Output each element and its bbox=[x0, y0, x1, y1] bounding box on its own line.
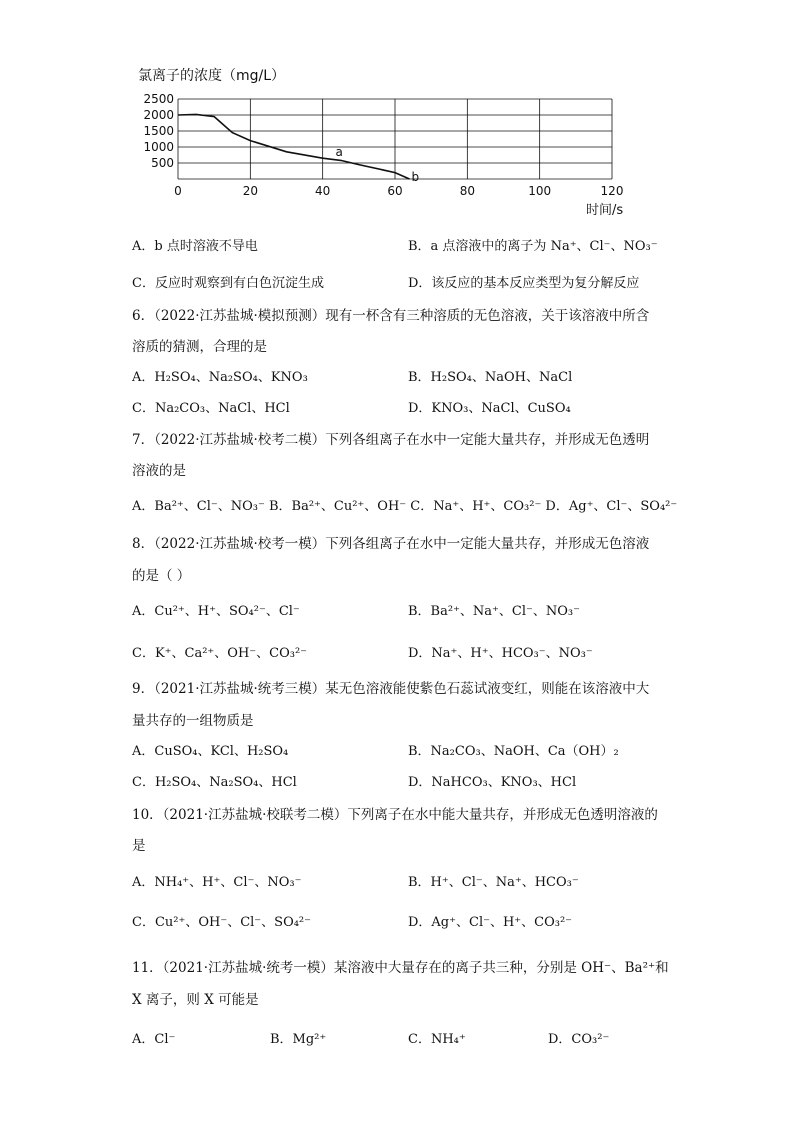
chart-grid bbox=[178, 99, 612, 179]
q10-option-d[interactable]: D．Ag⁺、Cl⁻、H⁺、CO₃²⁻ bbox=[408, 915, 573, 930]
q10-stem-line1: 10．（2021·江苏盐城·校联考二模）下列离子在水中能大量共存，并形成无色透明溶液的 bbox=[132, 807, 658, 823]
chart-x-tick-label: 120 bbox=[600, 184, 624, 198]
chart-x-tick-label: 100 bbox=[528, 184, 552, 198]
chart-y-tick-label: 1500 bbox=[143, 124, 174, 138]
q8-stem-line2: 的是（ ） bbox=[132, 568, 191, 584]
q5-option-c[interactable]: C．反应时观察到有白色沉淀生成 bbox=[132, 276, 324, 291]
q10-option-a[interactable]: A．NH₄⁺、H⁺、Cl⁻、NO₃⁻ bbox=[132, 875, 302, 890]
q7-stem-line2: 溶液的是 bbox=[132, 463, 186, 479]
chart-y-tick-label: 500 bbox=[151, 156, 174, 170]
chart-x-ticks bbox=[174, 184, 623, 198]
q5-option-a[interactable]: A．b 点时溶液不导电 bbox=[132, 239, 258, 254]
q11-option-c[interactable]: C．NH₄⁺ bbox=[408, 1032, 466, 1047]
q8-stem-line1: 8．（2022·江苏盐城·校考一模）下列各组离子在水中一定能大量共存，并形成无色溶液 bbox=[132, 536, 650, 552]
chart-x-tick-label: 0 bbox=[174, 184, 182, 198]
q9-option-a[interactable]: A．CuSO₄、KCl、H₂SO₄ bbox=[132, 744, 289, 759]
q6-option-d[interactable]: D．KNO₃、NaCl、CuSO₄ bbox=[408, 401, 571, 416]
q8-option-a[interactable]: A．Cu²⁺、H⁺、SO₄²⁻、Cl⁻ bbox=[132, 604, 300, 619]
q5-option-d[interactable]: D．该反应的基本反应类型为复分解反应 bbox=[408, 276, 640, 291]
q8-option-b[interactable]: B．Ba²⁺、Na⁺、Cl⁻、NO₃⁻ bbox=[408, 604, 580, 619]
q9-stem-line1: 9．（2021·江苏盐城·统考三模）某无色溶液能使紫色石蕊试液变红，则能在该溶液中大 bbox=[132, 681, 650, 697]
q10-option-c[interactable]: C．Cu²⁺、OH⁻、Cl⁻、SO₄²⁻ bbox=[132, 915, 312, 930]
q6-option-c[interactable]: C．Na₂CO₃、NaCl、HCl bbox=[132, 401, 290, 416]
q9-stem-line2: 量共存的一组物质是 bbox=[132, 713, 254, 729]
chart-annotation-b: b bbox=[411, 170, 420, 184]
q8-option-d[interactable]: D．Na⁺、H⁺、HCO₃⁻、NO₃⁻ bbox=[408, 646, 593, 661]
chloride-concentration-chart bbox=[130, 62, 650, 222]
chart-x-tick-label: 40 bbox=[315, 184, 331, 198]
q11-stem-line2: X 离子，则 X 可能是 bbox=[132, 992, 259, 1008]
chart-y-tick-label: 1000 bbox=[143, 140, 174, 154]
chart-x-tick-label: 20 bbox=[242, 184, 258, 198]
q6-option-a[interactable]: A．H₂SO₄、Na₂SO₄、KNO₃ bbox=[132, 370, 308, 385]
q6-option-b[interactable]: B．H₂SO₄、NaOH、NaCl bbox=[408, 370, 573, 385]
q11-option-d[interactable]: D．CO₃²⁻ bbox=[548, 1032, 610, 1047]
chart-y-tick-label: 2000 bbox=[143, 108, 174, 122]
q11-stem-line1: 11．（2021·江苏盐城·统考一模）某溶液中大量存在的离子共三种，分别是 OH⁻、Ba²⁺和 bbox=[132, 960, 669, 976]
q7-options[interactable]: A．Ba²⁺、Cl⁻、NO₃⁻ B．Ba²⁺、Cu²⁺、OH⁻ C．Na⁺、H⁺、CO₃²⁻ D．Ag⁺、Cl⁻、SO₄²⁻ bbox=[132, 499, 678, 514]
chart-annotation-a: a bbox=[335, 144, 343, 159]
q10-stem-line2: 是 bbox=[132, 838, 146, 854]
chart-y-tick-label: 2500 bbox=[143, 92, 174, 106]
chart-y-ticks bbox=[143, 92, 174, 170]
chart-y-axis-label: 氯离子的浓度（mg/L） bbox=[138, 68, 286, 84]
q10-option-b[interactable]: B．H⁺、Cl⁻、Na⁺、HCO₃⁻ bbox=[408, 875, 579, 890]
q11-option-b[interactable]: B．Mg²⁺ bbox=[270, 1032, 327, 1047]
q9-option-b[interactable]: B．Na₂CO₃、NaOH、Ca（OH）₂ bbox=[408, 744, 619, 759]
q6-stem-line2: 溶质的猜测，合理的是 bbox=[132, 339, 267, 355]
chart-x-axis-label: 时间/s bbox=[586, 203, 624, 218]
q9-option-c[interactable]: C．H₂SO₄、Na₂SO₄、HCl bbox=[132, 775, 297, 790]
q11-option-a[interactable]: A．Cl⁻ bbox=[132, 1032, 176, 1047]
q6-stem-line1: 6．（2022·江苏盐城·模拟预测）现有一杯含有三种溶质的无色溶液，关于该溶液中所含 bbox=[132, 308, 650, 324]
chart-x-tick-label: 60 bbox=[387, 184, 403, 198]
chart-x-tick-label: 80 bbox=[459, 184, 475, 198]
q9-option-d[interactable]: D．NaHCO₃、KNO₃、HCl bbox=[408, 775, 577, 790]
q7-stem-line1: 7．（2022·江苏盐城·校考二模）下列各组离子在水中一定能大量共存，并形成无色透明 bbox=[132, 432, 650, 448]
q8-option-c[interactable]: C．K⁺、Ca²⁺、OH⁻、CO₃²⁻ bbox=[132, 646, 308, 661]
q5-option-b[interactable]: B．a 点溶液中的离子为 Na⁺、Cl⁻、NO₃⁻ bbox=[408, 239, 658, 254]
